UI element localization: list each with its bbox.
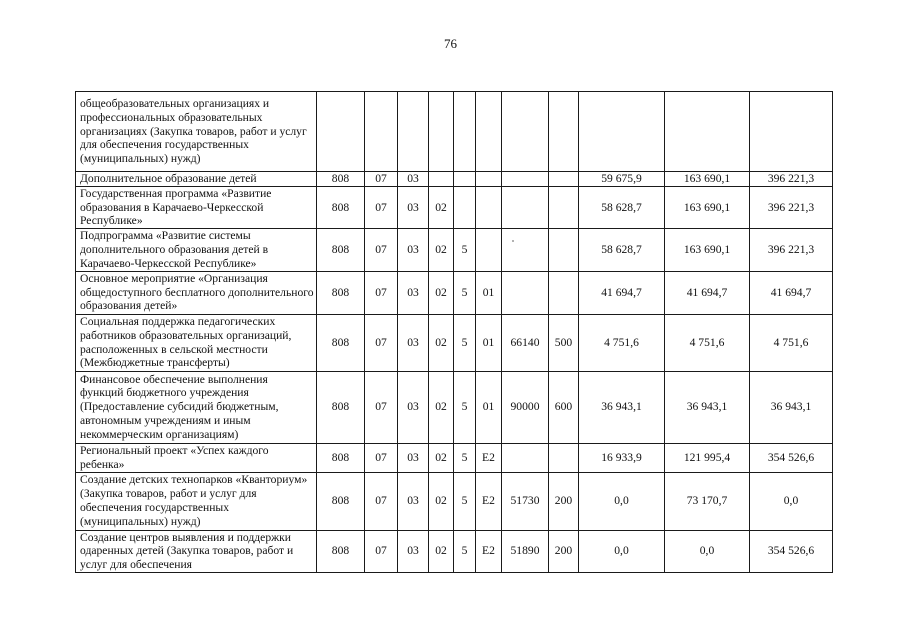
- cell-rz: 07: [365, 530, 398, 572]
- cell-ved: 808: [317, 229, 365, 271]
- cell-subprogram: 5: [454, 229, 476, 271]
- table-row: [76, 472, 833, 530]
- cell-event: E2: [476, 530, 502, 572]
- cell-rz: 07: [365, 443, 398, 472]
- cell-pr: 03: [398, 314, 429, 371]
- cell-direction: [502, 186, 549, 228]
- cell-pr: 03: [398, 472, 429, 530]
- cell-subprogram: [454, 172, 476, 187]
- cell-direction: [502, 172, 549, 187]
- cell-program: 02: [429, 186, 454, 228]
- cell-amount-1: 58 628,7: [579, 186, 665, 228]
- cell-expense-type: [549, 186, 579, 228]
- table-row: [76, 186, 833, 228]
- cell-amount-1: 4 751,6: [579, 314, 665, 371]
- cell-pr: 03: [398, 530, 429, 572]
- cell-pr: 03: [398, 271, 429, 314]
- cell-ved: 808: [317, 472, 365, 530]
- cell-subprogram: 5: [454, 371, 476, 443]
- cell-program: 02: [429, 229, 454, 271]
- cell-amount-1: [579, 92, 665, 172]
- cell-rz: 07: [365, 172, 398, 187]
- cell-direction: [502, 271, 549, 314]
- cell-amount-3: 396 221,3: [750, 172, 833, 187]
- cell-ved: 808: [317, 314, 365, 371]
- cell-direction: 51890: [502, 530, 549, 572]
- cell-direction: 51730: [502, 472, 549, 530]
- cell-amount-1: 0,0: [579, 530, 665, 572]
- cell-ved: 808: [317, 186, 365, 228]
- table-row: [76, 271, 833, 314]
- cell-amount-1: 16 933,9: [579, 443, 665, 472]
- cell-subprogram: [454, 92, 476, 172]
- cell-amount-1: 59 675,9: [579, 172, 665, 187]
- row-name: Региональный проект «Успех каждого ребенка»: [76, 443, 317, 472]
- cell-amount-2: 163 690,1: [665, 186, 750, 228]
- cell-amount-3: 0,0: [750, 472, 833, 530]
- budget-table-body: [76, 92, 833, 573]
- cell-event: E2: [476, 443, 502, 472]
- row-name: Финансовое обеспечение выполнения функций бюджетного учреждения (Предоставление субсидий бюджетным, автономным учреждениям и иным некоммерческим организациям): [76, 371, 317, 443]
- cell-expense-type: 200: [549, 530, 579, 572]
- cell-amount-3: [750, 92, 833, 172]
- cell-ved: 808: [317, 172, 365, 187]
- cell-ved: 808: [317, 530, 365, 572]
- table-row: [76, 229, 833, 271]
- cell-rz: [365, 92, 398, 172]
- cell-rz: 07: [365, 472, 398, 530]
- cell-amount-1: 0,0: [579, 472, 665, 530]
- cell-program: 02: [429, 443, 454, 472]
- cell-program: [429, 92, 454, 172]
- cell-subprogram: 5: [454, 472, 476, 530]
- cell-expense-type: 500: [549, 314, 579, 371]
- cell-amount-3: 396 221,3: [750, 186, 833, 228]
- cell-event: [476, 92, 502, 172]
- cell-subprogram: 5: [454, 530, 476, 572]
- cell-amount-1: 41 694,7: [579, 271, 665, 314]
- budget-table: [75, 91, 833, 573]
- cell-amount-3: 36 943,1: [750, 371, 833, 443]
- cell-expense-type: [549, 271, 579, 314]
- cell-amount-1: 36 943,1: [579, 371, 665, 443]
- cell-direction: [502, 229, 549, 271]
- cell-amount-3: 4 751,6: [750, 314, 833, 371]
- row-name: Социальная поддержка педагогических работников образовательных организаций, расположенных в сельской местности (Межбюджетные трансферты): [76, 314, 317, 371]
- cell-subprogram: [454, 186, 476, 228]
- cell-expense-type: [549, 172, 579, 187]
- cell-program: [429, 172, 454, 187]
- table-row: [76, 443, 833, 472]
- cell-amount-2: 163 690,1: [665, 172, 750, 187]
- cell-pr: 03: [398, 371, 429, 443]
- cell-direction: [502, 443, 549, 472]
- cell-amount-2: 36 943,1: [665, 371, 750, 443]
- cell-amount-2: 0,0: [665, 530, 750, 572]
- table-row: [76, 92, 833, 172]
- cell-event: E2: [476, 472, 502, 530]
- cell-expense-type: 600: [549, 371, 579, 443]
- row-name: Основное мероприятие «Организация общедоступного бесплатного дополнительного образования детей»: [76, 271, 317, 314]
- cell-pr: 03: [398, 229, 429, 271]
- cell-amount-3: 354 526,6: [750, 530, 833, 572]
- cell-amount-2: 41 694,7: [665, 271, 750, 314]
- cell-amount-2: 163 690,1: [665, 229, 750, 271]
- cell-pr: 03: [398, 172, 429, 187]
- cell-expense-type: 200: [549, 472, 579, 530]
- cell-program: 02: [429, 371, 454, 443]
- cell-event: [476, 186, 502, 228]
- cell-direction: 90000: [502, 371, 549, 443]
- cell-subprogram: 5: [454, 443, 476, 472]
- cell-amount-2: [665, 92, 750, 172]
- cell-event: 01: [476, 314, 502, 371]
- cell-program: 02: [429, 530, 454, 572]
- cell-amount-3: 396 221,3: [750, 229, 833, 271]
- row-name: общеобразовательных организациях и профессиональных образовательных организациях (Закупка товаров, работ и услуг для обеспечения государственных (муниципальных) нужд): [76, 92, 317, 172]
- cell-amount-1: 58 628,7: [579, 229, 665, 271]
- page-number: 76: [444, 36, 457, 51]
- cell-pr: 03: [398, 186, 429, 228]
- cell-rz: 07: [365, 371, 398, 443]
- scan-speck: [512, 240, 514, 242]
- cell-ved: 808: [317, 443, 365, 472]
- table-row: [76, 530, 833, 572]
- cell-amount-2: 4 751,6: [665, 314, 750, 371]
- cell-expense-type: [549, 443, 579, 472]
- cell-event: [476, 229, 502, 271]
- cell-pr: [398, 92, 429, 172]
- cell-direction: 66140: [502, 314, 549, 371]
- cell-rz: 07: [365, 229, 398, 271]
- cell-ved: 808: [317, 271, 365, 314]
- cell-amount-2: 73 170,7: [665, 472, 750, 530]
- cell-event: 01: [476, 271, 502, 314]
- table-row: [76, 172, 833, 187]
- cell-program: 02: [429, 271, 454, 314]
- cell-amount-2: 121 995,4: [665, 443, 750, 472]
- cell-program: 02: [429, 314, 454, 371]
- cell-event: [476, 172, 502, 187]
- table-row: [76, 371, 833, 443]
- cell-subprogram: 5: [454, 314, 476, 371]
- row-name: Подпрограмма «Развитие системы дополнительного образования детей в Карачаево-Черкесской Республике»: [76, 229, 317, 271]
- cell-subprogram: 5: [454, 271, 476, 314]
- cell-program: 02: [429, 472, 454, 530]
- cell-rz: 07: [365, 186, 398, 228]
- cell-event: 01: [476, 371, 502, 443]
- row-name: Создание центров выявления и поддержки одаренных детей (Закупка товаров, работ и услуг для обеспечения: [76, 530, 317, 572]
- cell-amount-3: 354 526,6: [750, 443, 833, 472]
- cell-ved: 808: [317, 371, 365, 443]
- cell-direction: [502, 92, 549, 172]
- row-name: Дополнительное образование детей: [76, 172, 317, 187]
- row-name: Создание детских технопарков «Кванториум» (Закупка товаров, работ и услуг для обеспечения государственных (муниципальных) нужд): [76, 472, 317, 530]
- table-row: [76, 314, 833, 371]
- cell-ved: [317, 92, 365, 172]
- cell-expense-type: [549, 229, 579, 271]
- cell-pr: 03: [398, 443, 429, 472]
- cell-expense-type: [549, 92, 579, 172]
- cell-amount-3: 41 694,7: [750, 271, 833, 314]
- cell-rz: 07: [365, 314, 398, 371]
- cell-rz: 07: [365, 271, 398, 314]
- row-name: Государственная программа «Развитие образования в Карачаево-Черкесской Республике»: [76, 186, 317, 228]
